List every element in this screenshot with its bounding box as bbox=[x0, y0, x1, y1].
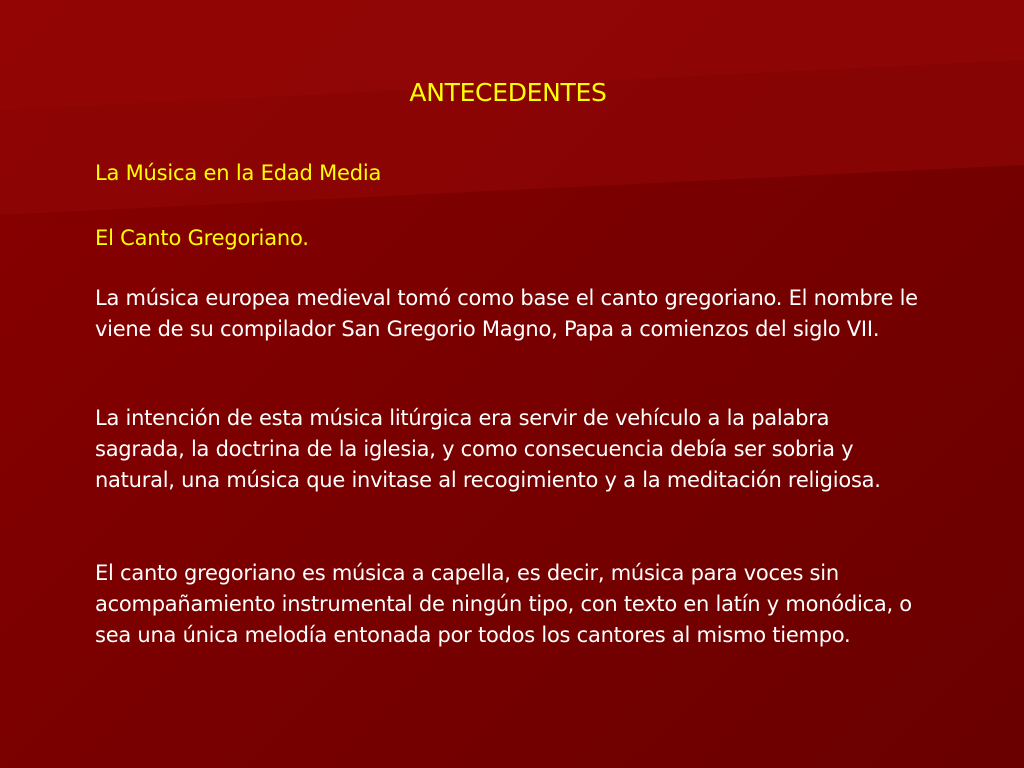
slide-title: ANTECEDENTES bbox=[409, 78, 607, 107]
heading-gregorian-chant: El Canto Gregoriano. bbox=[95, 226, 309, 250]
heading-music-middle-ages: La Música en la Edad Media bbox=[95, 161, 382, 185]
paragraph-a-capella: El canto gregoriano es música a capella, es decir, música para voces sin acompañamiento instrumental de ningún tipo, con texto en latín y monódica, o sea una única melodía entonada por todos los cantores al mismo tiempo. bbox=[95, 561, 912, 647]
paragraph-intention: La intención de esta música litúrgica era servir de vehículo a la palabra sagrada, la doctrina de la iglesia, y como consecuencia debía ser sobria y natural, una música que invitase al recogimiento y a la meditación religiosa. bbox=[95, 406, 881, 492]
paragraph-origin: La música europea medieval tomó como base el canto gregoriano. El nombre le viene de su compilador San Gregorio Magno, Papa a comienzos del siglo VII. bbox=[95, 286, 918, 341]
